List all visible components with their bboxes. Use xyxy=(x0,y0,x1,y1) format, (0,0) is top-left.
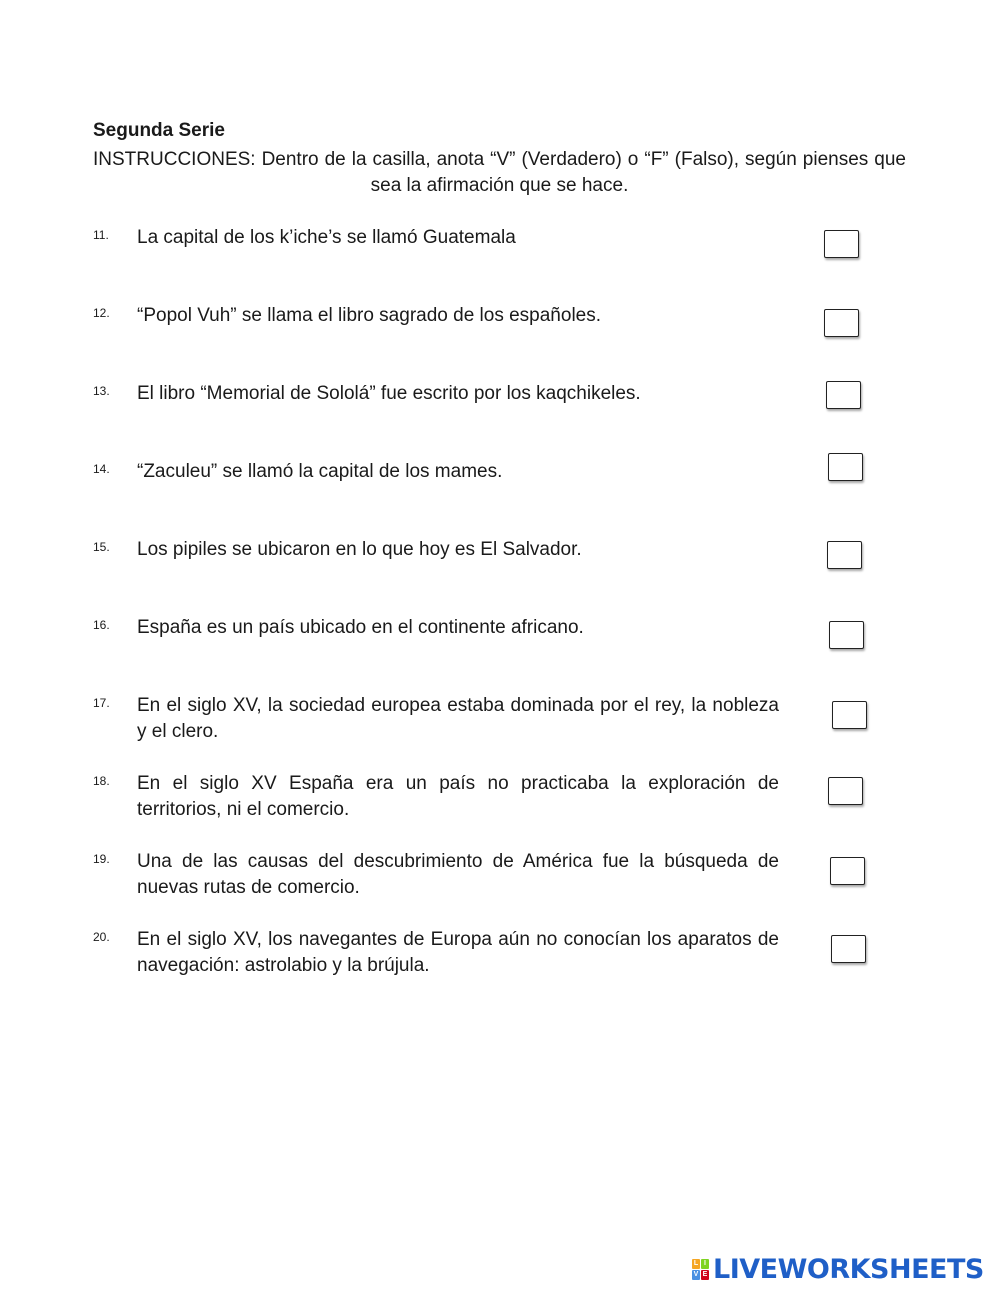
logo-square: V xyxy=(693,1270,699,1278)
question-number: 16. xyxy=(93,618,110,632)
question-text: El libro “Memorial de Sololá” fue escrito por los kaqchikeles. xyxy=(137,383,641,404)
logo-square: E xyxy=(702,1270,708,1278)
series-title: Segunda Serie xyxy=(93,120,225,141)
liveworksheets-logo xyxy=(692,1254,984,1284)
answer-box[interactable] xyxy=(826,381,861,409)
answer-box[interactable] xyxy=(831,935,866,963)
logo-square: L xyxy=(693,1259,699,1267)
question-number: 18. xyxy=(93,774,110,788)
question-number: 13. xyxy=(93,384,110,398)
question-text: La capital de los k’iche’s se llamó Guatemala xyxy=(137,227,516,248)
question-text: Una de las causas del descubrimiento de América fue la búsqueda de nuevas rutas de comercio. xyxy=(137,851,779,898)
question-text: En el siglo XV, la sociedad europea estaba dominada por el rey, la nobleza y el clero. xyxy=(137,695,779,742)
question-text: “Popol Vuh” se llama el libro sagrado de los españoles. xyxy=(137,305,602,326)
answer-box[interactable] xyxy=(828,453,863,481)
question-number: 19. xyxy=(93,852,110,866)
answer-box[interactable] xyxy=(828,777,863,805)
question-text: “Zaculeu” se llamó la capital de los mames. xyxy=(137,461,503,482)
question-text: Los pipiles se ubicaron en lo que hoy es El Salvador. xyxy=(137,539,582,560)
question-number: 14. xyxy=(93,462,110,476)
question-text: España es un país ubicado en el continente africano. xyxy=(137,617,584,638)
answer-box[interactable] xyxy=(827,541,862,569)
question-number: 11. xyxy=(93,228,109,242)
logo-square: I xyxy=(701,1259,709,1269)
question-text: En el siglo XV, los navegantes de Europa aún no conocían los aparatos de navegación: astrolabio y la brújula. xyxy=(137,929,779,976)
answer-box[interactable] xyxy=(829,621,864,649)
answer-box[interactable] xyxy=(824,309,859,337)
logo-icon xyxy=(692,1259,709,1280)
answer-box[interactable] xyxy=(824,230,859,258)
logo-text: LIVEWORKSHEETS xyxy=(713,1253,984,1285)
question-number: 15. xyxy=(93,540,110,554)
question-number: 12. xyxy=(93,306,110,320)
question-text: En el siglo XV España era un país no practicaba la exploración de territorios, ni el comercio. xyxy=(137,773,779,820)
question-number: 17. xyxy=(93,696,110,710)
question-number: 20. xyxy=(93,930,110,944)
answer-box[interactable] xyxy=(830,857,865,885)
instructions: INSTRUCCIONES: Dentro de la casilla, anota “V” (Verdadero) o “F” (Falso), según pienses que sea la afirmación que se hace. xyxy=(93,149,906,196)
answer-box[interactable] xyxy=(832,701,867,729)
